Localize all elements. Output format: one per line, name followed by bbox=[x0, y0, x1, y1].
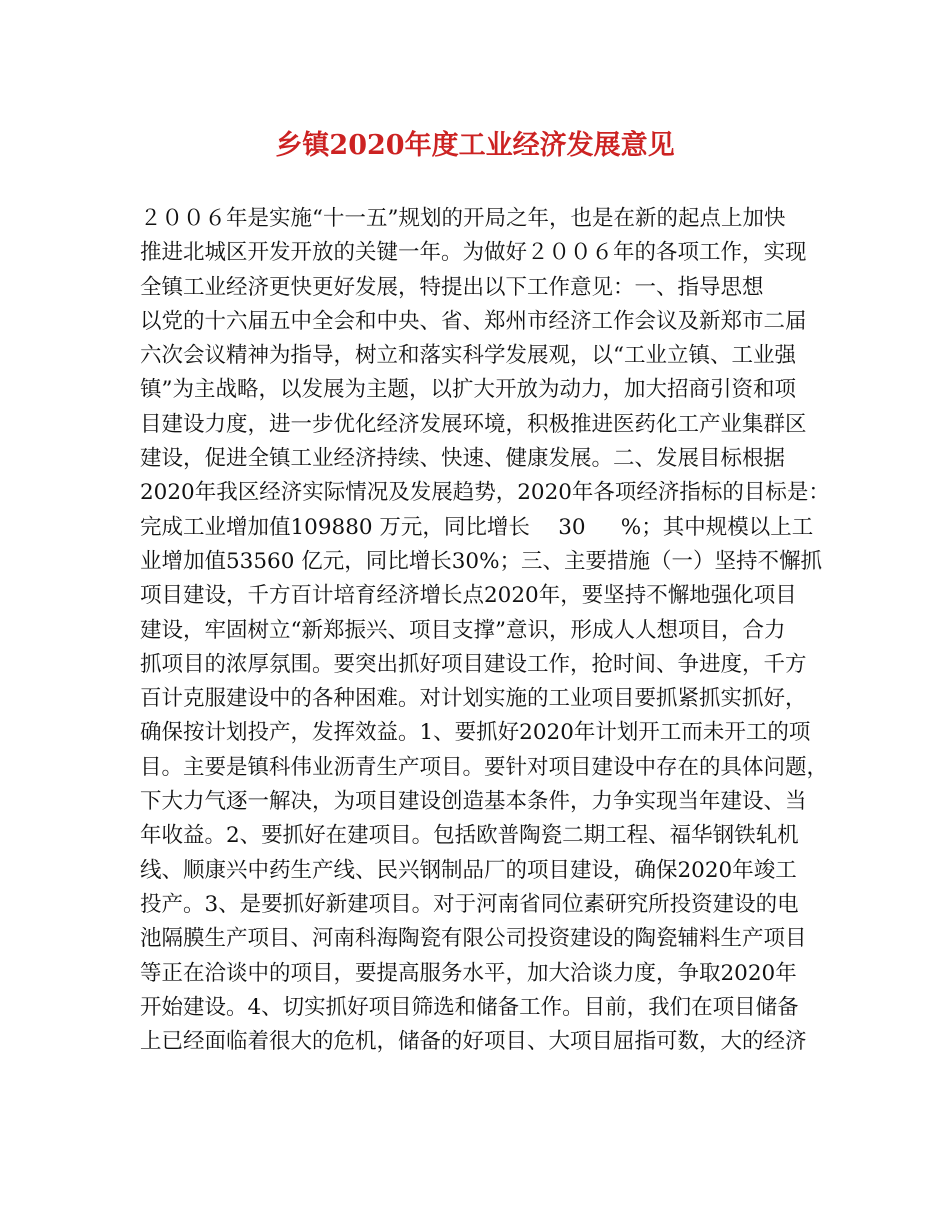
body-text-line: 完成工业增加值109880 万元，同比增长 30 %；其中规模以上工 bbox=[140, 514, 814, 540]
body-text-line: 六次会议精神为指导，树立和落实科学发展观，以“工业立镇、工业强 bbox=[140, 343, 796, 369]
body-text-line: 目建设力度，进一步优化经济发展环境，积极推进医药化工产业集群区 bbox=[140, 411, 807, 437]
body-text-line: 抓项目的浓厚氛围。要突出抓好项目建设工作，抢时间、争进度，千方 bbox=[140, 651, 807, 677]
body-text-line: 2020年我区经济实际情况及发展趋势，2020年各项经济指标的目标是： bbox=[140, 480, 830, 506]
body-text-line: 目。主要是镇科伟业沥青生产项目。要针对项目建设中存在的具体问题， bbox=[140, 754, 829, 780]
body-text-line: 确保按计划投产，发挥效益。1、要抓好2020年计划开工而未开工的项 bbox=[140, 720, 811, 746]
body-text-line: 以党的十六届五中全会和中央、省、郑州市经济工作会议及新郑市二届 bbox=[140, 308, 807, 334]
body-text-line: 上已经面临着很大的危机，储备的好项目、大项目屈指可数，大的经济 bbox=[140, 1029, 807, 1055]
body-text-line: 业增加值53560 亿元，同比增长30%；三、主要措施（一）坚持不懈抓 bbox=[140, 548, 823, 574]
body-text-line: 年收益。2、要抓好在建项目。包括欧普陶瓷二期工程、福华钢铁轧机 bbox=[140, 823, 799, 849]
body-text-line: 项目建设，千方百计培育经济增长点2020年，要坚持不懈地强化项目 bbox=[140, 583, 797, 609]
document-body bbox=[140, 202, 830, 1059]
body-text-line: ２００６年是实施“十一五”规划的开局之年，也是在新的起点上加快 bbox=[140, 206, 786, 231]
body-text-line: 百计克服建设中的各种困难。对计划实施的工业项目要抓紧抓实抓好， bbox=[140, 686, 807, 712]
body-text-line: 全镇工业经济更快更好发展，特提出以下工作意见：一、指导思想 bbox=[140, 274, 764, 300]
body-text-line: 池隔膜生产项目、河南科海陶瓷有限公司投资建设的陶瓷辅料生产项目 bbox=[140, 926, 807, 952]
document-title: 乡镇2020年度工业经济发展意见 bbox=[275, 130, 675, 161]
body-text-line: 投产。3、是要抓好新建项目。对于河南省同位素研究所投资建设的电 bbox=[140, 891, 799, 917]
body-text-line: 线、顺康兴中药生产线、民兴钢制品厂的项目建设，确保2020年竣工 bbox=[140, 857, 797, 883]
body-text-line: 等正在洽谈中的项目，要提高服务水平，加大洽谈力度，争取2020年 bbox=[140, 960, 797, 986]
body-text-line: 推进北城区开发开放的关键一年。为做好２００６年的各项工作，实现 bbox=[140, 240, 807, 266]
body-text-line: 建设，牢固树立“新郑振兴、项目支撑”意识，形成人人想项目，合力 bbox=[140, 617, 786, 643]
body-text-line: 建设，促进全镇工业经济持续、快速、健康发展。二、发展目标根据 bbox=[140, 446, 786, 472]
body-text-line: 下大力气逐一解决，为项目建设创造基本条件，力争实现当年建设、当 bbox=[140, 789, 807, 815]
body-text-line: 镇”为主战略，以发展为主题，以扩大开放为动力，加大招商引资和项 bbox=[140, 377, 796, 403]
body-text-line: 开始建设。4、切实抓好项目筛选和储备工作。目前，我们在项目储备 bbox=[140, 994, 799, 1020]
